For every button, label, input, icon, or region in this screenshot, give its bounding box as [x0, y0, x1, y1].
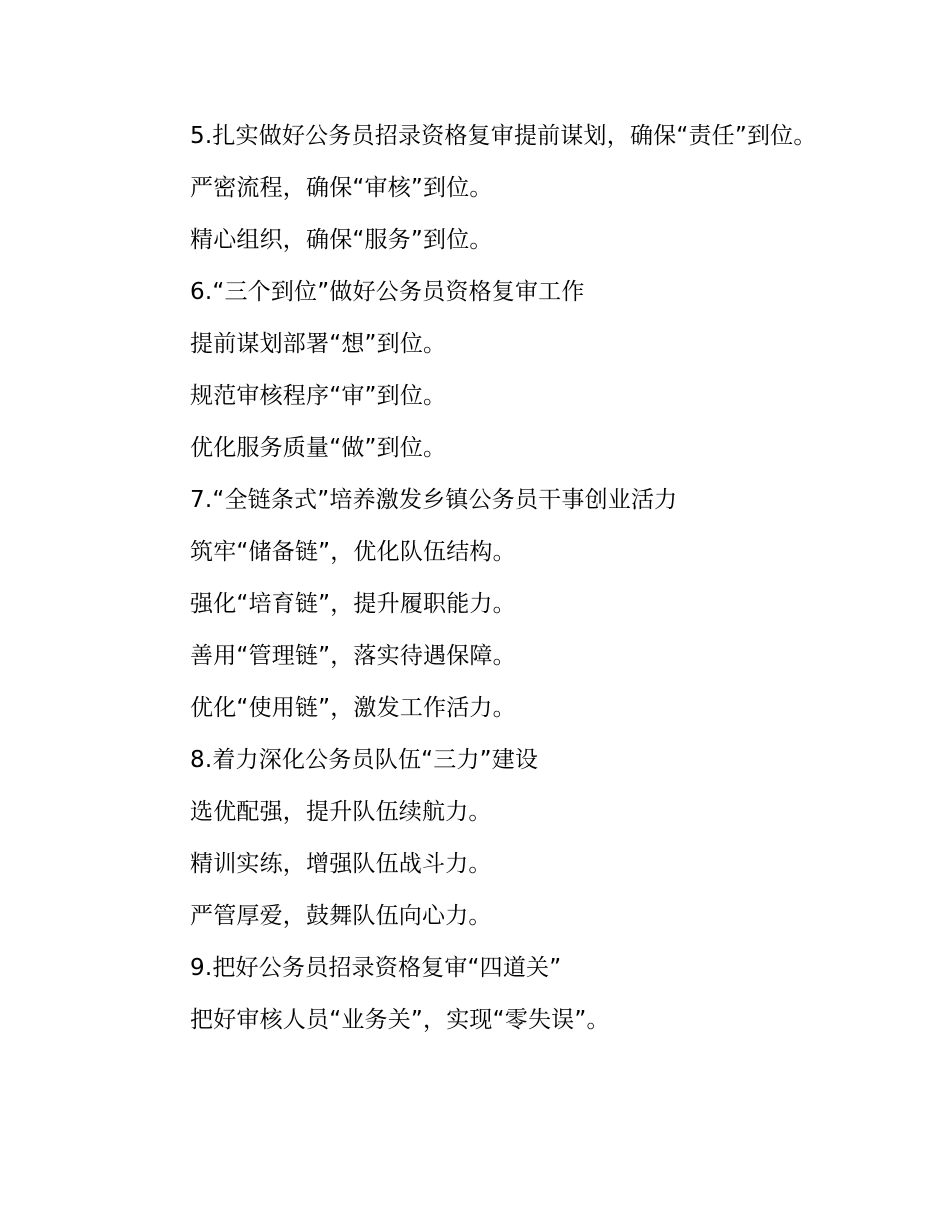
paragraph: 强化“培育链”，提升履职能力。 [190, 591, 516, 617]
heading-item-8: 8.着力深化公务员队伍“三力”建设 [190, 747, 539, 773]
heading-item-6: 6.“三个到位”做好公务员资格复审工作 [190, 279, 585, 305]
heading-item-9: 9.把好公务员招录资格复审“四道关” [190, 955, 562, 981]
heading-item-5: 5.扎实做好公务员招录资格复审提前谋划，确保“责任”到位。 [190, 123, 817, 149]
paragraph: 选优配强，提升队伍续航力。 [190, 799, 492, 825]
paragraph: 筑牢“储备链”，优化队伍结构。 [190, 539, 516, 565]
paragraph: 善用“管理链”，落实待遇保障。 [190, 643, 516, 669]
paragraph: 把好审核人员“业务关”，实现“零失误”。 [190, 1007, 610, 1033]
paragraph: 严密流程，确保“审核”到位。 [190, 175, 493, 201]
heading-item-7: 7.“全链条式”培养激发乡镇公务员干事创业活力 [190, 487, 678, 513]
paragraph: 优化“使用链”，激发工作活力。 [190, 695, 516, 721]
paragraph: 提前谋划部署“想”到位。 [190, 331, 447, 357]
paragraph: 精训实练，增强队伍战斗力。 [190, 851, 492, 877]
paragraph: 优化服务质量“做”到位。 [190, 435, 447, 461]
paragraph: 规范审核程序“审”到位。 [190, 383, 447, 409]
paragraph: 精心组织，确保“服务”到位。 [190, 227, 493, 253]
paragraph: 严管厚爱，鼓舞队伍向心力。 [190, 903, 492, 929]
document-body [141, 114, 821, 1050]
